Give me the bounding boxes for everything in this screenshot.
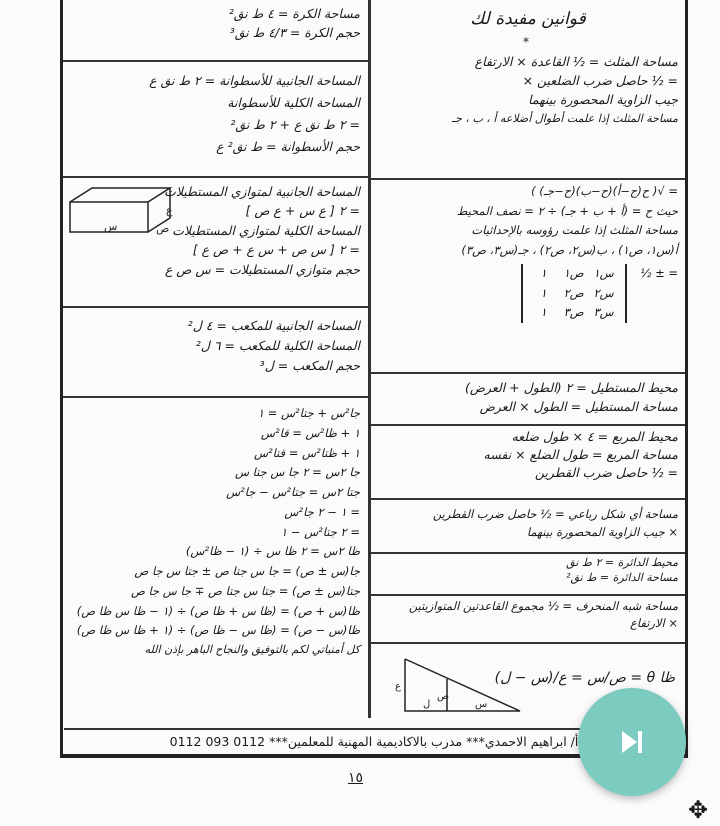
heron-formulas (378, 182, 678, 323)
formula: = ٢ ط نق ع + ٢ ط نق² (230, 116, 360, 132)
formula: ظا(س + ص) = (ظا س + ظا ص) ÷ (١ − ظا س ظا ص) (76, 603, 360, 618)
formula: = ٢ جتا²س − ١ (280, 524, 360, 539)
formula: المساحة الجانبية لمتوازي المستطيلات (164, 184, 360, 199)
formula: محيط المستطيل = ٢ (الطول + العرض) (465, 380, 678, 395)
formula: ١ + ظتا²س = قتا²س (253, 445, 360, 460)
divider (63, 306, 368, 308)
circle-formulas (378, 555, 678, 586)
trapezoid-formulas (378, 598, 678, 633)
divider (371, 372, 685, 374)
length-label: س (104, 220, 118, 233)
det-cell: ١ (540, 285, 547, 300)
formula: حجم المكعب = ل³ (259, 358, 360, 373)
formula: محيط المربع = ٤ × طول ضلعه (511, 429, 678, 444)
formula: ظا θ = ص/س = ع/(س − ل) (494, 670, 675, 686)
triangle-formulas (378, 6, 678, 127)
formula: = ٢ [ ع س + ع ص ] (245, 203, 360, 219)
skip-next-button[interactable] (578, 688, 686, 796)
formula: جا ٢س = ٢ جا س جتا س (234, 465, 360, 480)
det-cell: س٣ (593, 305, 614, 320)
formula: جتا ٢س = جتا²س − جا²س (226, 485, 360, 500)
label: ع (395, 681, 401, 692)
divider (371, 552, 685, 554)
page-title: قوانين مفيدة لك (470, 9, 586, 29)
formula: ظا(س − ص) = (ظا س − ظا ص) ÷ (١ + ظا س ظا ص) (76, 623, 360, 638)
cuboid-formulas (70, 182, 360, 279)
formula: مساحة أي شكل رباعي = ½ حاصل ضرب القطرين (432, 507, 678, 521)
det-cell: ص١ (563, 266, 584, 281)
rectangle-formulas (378, 378, 678, 417)
formula: = ٢ [ س ص + س ع + ص ع ] (192, 242, 360, 258)
formula: جا(س ± ص) = جا س جتا ص ± جتا س جا ص (134, 564, 360, 579)
formula: جتا(س ± ص) = جتا س جتا ص ∓ جا س جا ص (130, 583, 360, 598)
footer-credit: أ/ ابراهيم الاحمدي*** مدرب بالاكاديمية المهنية للمعلمين*** 0112 093 0112 (64, 728, 684, 754)
formula: محيط الدائرة = ٢ ط نق (566, 556, 678, 569)
determinant (521, 264, 627, 323)
formula: حجم الكرة = ٤/٣ ط نق³ (229, 25, 360, 41)
divider (371, 178, 685, 180)
label: س (475, 699, 488, 710)
formula: = √( ح(ح−أ)(ح−ب)(ح−جـ) ) (531, 184, 678, 198)
formula: مساحة المثلث إذا علمت أطوال أضلاعه أ ، ب ، جـ (451, 111, 678, 125)
quadrilateral-formulas (378, 506, 678, 542)
width-label: ص (156, 222, 170, 235)
det-cell: ١ (540, 305, 547, 320)
formula: = ½ حاصل ضرب القطرين (534, 465, 678, 481)
formula: = ½ حاصل ضرب الضلعين × (522, 73, 678, 89)
formula: مساحة الدائرة = ط نق² (566, 571, 678, 585)
divider (371, 594, 685, 596)
formula: مساحة المثلث إذا علمت رؤوسه بالإحداثيات (471, 223, 678, 238)
cube-formulas (70, 316, 360, 376)
page-number: ١٥ (348, 770, 364, 786)
formula: مساحة المربع = طول الضلع × نفسه (483, 447, 678, 463)
formula: حجم متوازي المستطيلات = س ص ع (164, 261, 360, 277)
formula: مساحة الكرة = ٤ ط نق² (228, 6, 360, 21)
label: ل (423, 699, 431, 710)
column-divider (368, 0, 371, 718)
similar-triangles-figure (395, 655, 525, 715)
formula: أ(س١، ص١) ، ب(س٢، ص٢) ، جـ(س٣، ص٣) (461, 242, 678, 257)
divider (63, 60, 368, 62)
formula: حجم الأسطوانة = ط نق² ع (216, 138, 360, 154)
determinant-formula (378, 264, 678, 323)
move-cursor-icon[interactable]: ✥ (688, 796, 709, 824)
det-cell: ص٣ (563, 305, 584, 320)
formula: ظا ٢س = ٢ ظا س ÷ (١ − ظا²س) (185, 544, 360, 559)
divider (63, 396, 368, 398)
det-cell: ص٢ (563, 285, 584, 300)
formula: المساحة الكلية للمكعب = ٦ ل² (195, 338, 360, 353)
formula: المساحة الجانبية للأسطوانة = ٢ ط نق ع (149, 73, 360, 88)
divider (371, 642, 685, 644)
height-label: ع (166, 204, 173, 217)
wishes-text: كل أمنياتي لكم بالتوفيق والنجاح الباهر بإذن الله (144, 643, 360, 657)
formula: ١ + ظا²س = قا²س (260, 425, 360, 440)
det-cell: س١ (593, 266, 614, 281)
skip-next-icon (617, 727, 647, 757)
title-ornament: * (522, 34, 534, 50)
formula: مساحة المثلث = ½ القاعدة × الارتفاع (474, 53, 678, 69)
det-cell: ١ (540, 266, 547, 281)
trig-identities (70, 404, 360, 660)
formula: = ١ − ٢ جا²س (284, 504, 360, 519)
formula: المساحة الكلية لمتوازي المستطيلات (172, 222, 360, 238)
formula: × الارتفاع (630, 616, 678, 631)
divider (371, 424, 685, 426)
tangent-formula (494, 668, 675, 690)
formula: جيب الزاوية المحصورة بينهما (528, 92, 678, 108)
divider (63, 176, 368, 178)
formula: × جيب الزاوية المحصورة بينهما (526, 524, 678, 539)
square-formulas (378, 428, 678, 482)
formula: حيث ح = (أ + ب + جـ) ÷ ٢ = نصف المحيط (456, 203, 678, 218)
label: ص (437, 691, 450, 702)
cylinder-formulas (70, 70, 360, 158)
formula: مساحة شبه المنحرف = ½ مجموع القاعدتين المتوازيتين (408, 599, 678, 613)
det-cell: س٢ (593, 285, 614, 300)
sphere-formulas (70, 4, 360, 43)
divider (371, 498, 685, 500)
formula: جا²س + جتا²س = ١ (257, 406, 360, 420)
formula: المساحة الكلية للأسطوانة (227, 94, 360, 110)
det-prefix: = ± ½ (640, 266, 678, 281)
formula: مساحة المستطيل = الطول × العرض (479, 399, 678, 415)
formula: المساحة الجانبية للمكعب = ٤ ل² (187, 318, 360, 333)
